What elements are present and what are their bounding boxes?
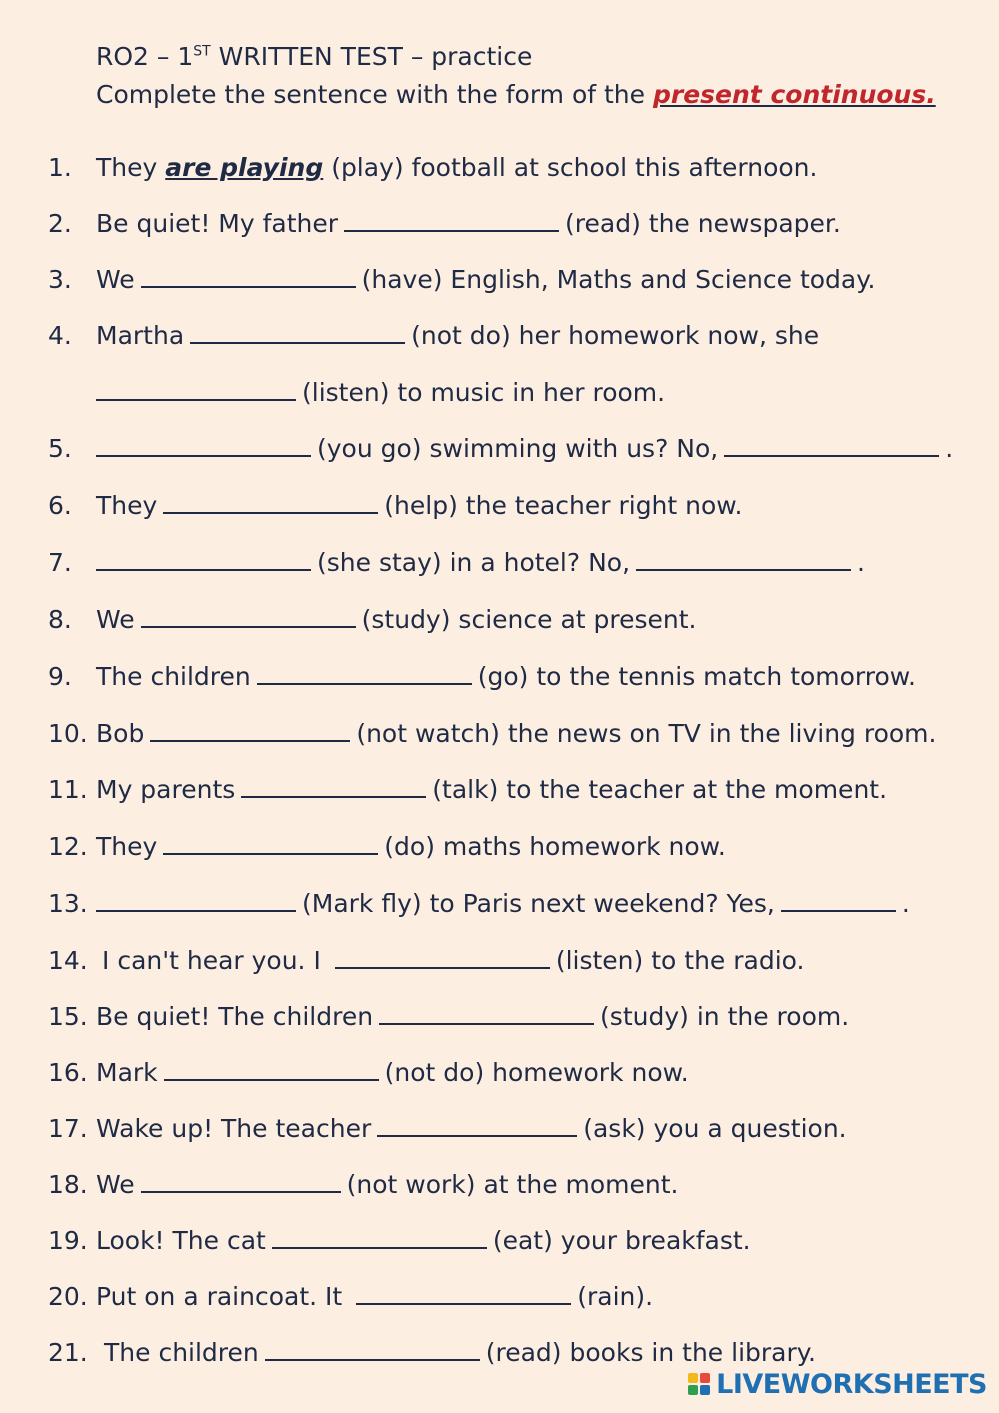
answer-blank[interactable] [335,943,550,969]
question-13: 13. (Mark fly) to Paris next weekend? Yes, . [48,884,910,924]
answer-blank[interactable] [724,431,939,457]
question-4: 4. Martha (not do) her homework now, she [48,316,819,356]
answer-blank[interactable] [163,829,378,855]
question-12: 12. They (do) maths homework now. [48,827,726,867]
worksheet-header [96,38,936,114]
question-4-continued: (listen) to music in her room. [48,373,665,413]
question-2: 2. Be quiet! My father (read) the newspaper. [48,204,841,244]
answer-blank[interactable] [150,716,350,742]
answer-blank[interactable] [164,1055,379,1081]
question-14: 14. I can't hear you. I (listen) to the radio. [48,941,804,981]
example-answer: are playing [165,153,324,182]
answer-blank[interactable] [377,1111,577,1137]
question-7: 7. (she stay) in a hotel? No, . [48,543,865,583]
question-18: 18. We (not work) at the moment. [48,1165,679,1205]
answer-blank[interactable] [344,206,559,232]
answer-blank[interactable] [241,772,426,798]
answer-blank[interactable] [190,318,405,344]
answer-blank[interactable] [379,999,594,1025]
question-21: 21. The children (read) books in the library. [48,1333,816,1373]
question-6: 6. They (help) the teacher right now. [48,486,742,526]
question-16: 16. Mark (not do) homework now. [48,1053,689,1093]
answer-blank[interactable] [272,1223,487,1249]
answer-blank[interactable] [96,431,311,457]
answer-blank[interactable] [141,602,356,628]
question-3: 3. We (have) English, Maths and Science today. [48,260,875,300]
answer-blank[interactable] [96,375,296,401]
question-11: 11. My parents (talk) to the teacher at the moment. [48,770,887,810]
answer-blank[interactable] [163,488,378,514]
liveworksheets-logo[interactable]: LIVEWORKSHEETS [688,1367,987,1401]
question-19: 19. Look! The cat (eat) your breakfast. [48,1221,751,1261]
question-10: 10. Bob (not watch) the news on TV in the living room. [48,714,936,754]
liveworksheets-logo-icon [688,1373,710,1395]
answer-blank[interactable] [96,886,296,912]
question-9: 9. The children (go) to the tennis match tomorrow. [48,657,916,697]
question-5: 5. (you go) swimming with us? No, . [48,429,953,469]
answer-blank[interactable] [636,545,851,571]
instruction-highlight: present continuous. [652,80,936,109]
question-1: 1. They are playing (play) football at school this afternoon. [48,153,818,182]
answer-blank[interactable] [96,545,311,571]
answer-blank[interactable] [141,262,356,288]
answer-blank[interactable] [257,659,472,685]
question-20: 20. Put on a raincoat. It (rain). [48,1277,653,1317]
question-15: 15. Be quiet! The children (study) in the room. [48,997,849,1037]
answer-blank[interactable] [141,1167,341,1193]
answer-blank[interactable] [265,1335,480,1361]
answer-blank[interactable] [356,1279,571,1305]
question-8: 8. We (study) science at present. [48,600,697,640]
question-17: 17. Wake up! The teacher (ask) you a question. [48,1109,847,1149]
worksheet-title: RO2 – 1ST WRITTEN TEST – practice [96,42,533,71]
instruction: Complete the sentence with the form of the present continuous. [96,80,936,109]
answer-blank[interactable] [781,886,896,912]
